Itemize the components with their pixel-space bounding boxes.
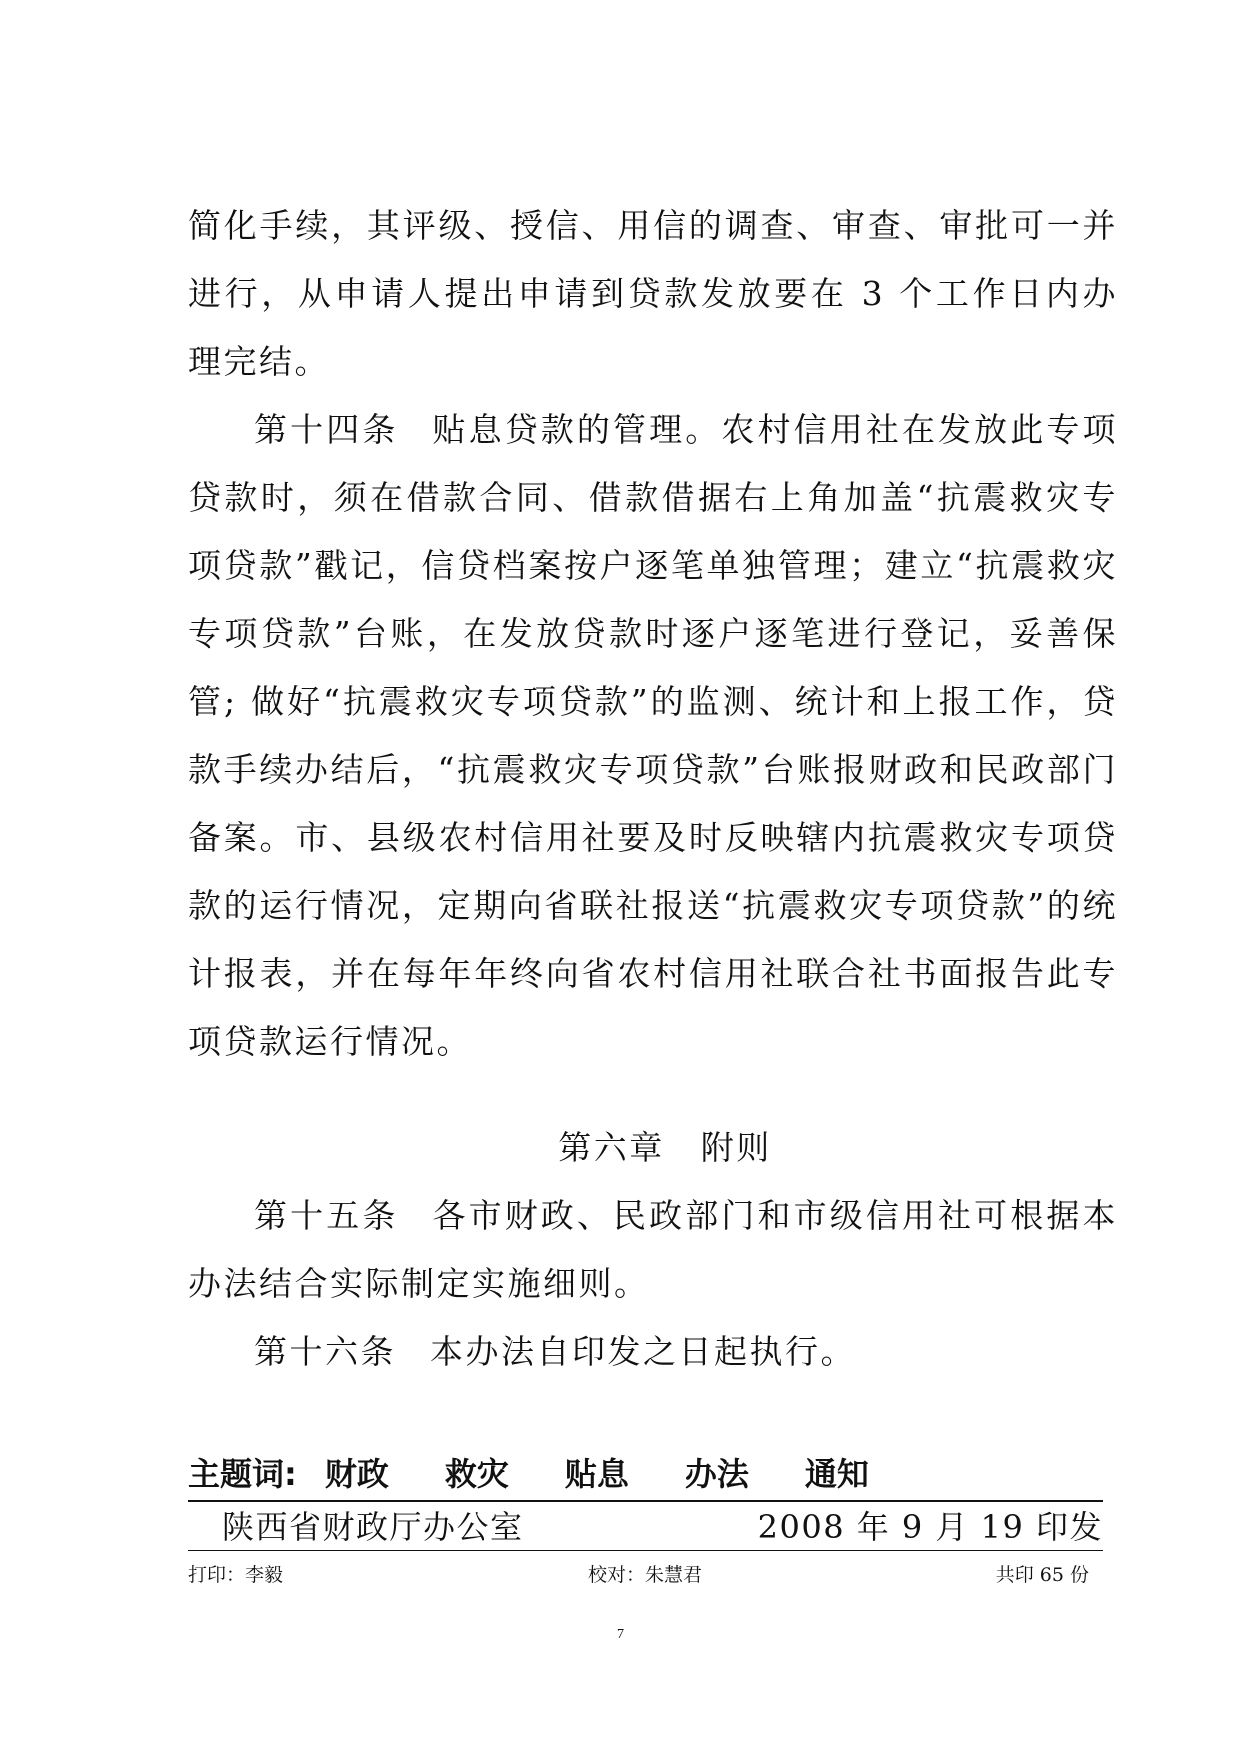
- subject-keywords: [188, 1450, 1103, 1502]
- article-15-text: 各市财政、民政部门和市级信用社可根据本办法结合实际制定实施细则。: [188, 1196, 1119, 1303]
- chapter-6-number: 第六章: [558, 1128, 665, 1167]
- issue-date: 2008 年 9 月 19 印发: [757, 1508, 1103, 1546]
- article-14-number: 第十四条: [254, 410, 399, 449]
- article-15: [188, 1182, 1118, 1318]
- article-16: [188, 1318, 1118, 1386]
- proofreader: 校对：朱慧君: [588, 1564, 703, 1586]
- issue-info: [188, 1504, 1103, 1551]
- article-15-number: 第十五条: [254, 1196, 399, 1235]
- chapter-6-title: 附则: [700, 1128, 772, 1167]
- article-16-text: 本办法自印发之日起执行。: [430, 1332, 856, 1371]
- keyword: 通知: [804, 1455, 869, 1493]
- document-body: [188, 192, 1118, 1386]
- copies-count: 共印 65 份: [995, 1564, 1089, 1586]
- article-14-text: 贴息贷款的管理。农村信用社在发放此专项贷款时，须在借款合同、借款借据右上角加盖“抗震救灾专项贷款”戳记，信贷档案按户逐笔单独管理；建立“抗震救灾专项贷款”台账，在发放贷款时逐户逐笔进行登记，妥善保管; 做好“抗震救灾专项贷款”的监测、统计和上报工作，贷款手续办结后，“抗震救灾专项贷款”台账报财政和民政部门备案。市、县级农村信用社要及时反映辖内抗震救灾专项贷款的运行情况，定期向省联社报送“抗震救灾专项贷款”的统计报表，并在每年年终向省农村信用社联合社书面报告此专项贷款运行情况。: [188, 410, 1119, 1061]
- keywords-label: 主题词:: [188, 1455, 297, 1493]
- article-16-number: 第十六条: [254, 1332, 396, 1371]
- issuing-office: 陕西省财政厅办公室: [222, 1508, 524, 1546]
- keyword: 贴息: [564, 1455, 629, 1493]
- chapter-6-heading: [188, 1114, 1118, 1182]
- article-14: [188, 396, 1118, 1076]
- keyword: 办法: [684, 1455, 749, 1493]
- paragraph-continuation: 简化手续，其评级、授信、用信的调查、审查、审批可一并进行，从申请人提出申请到贷款发放要在 3 个工作日内办理完结。: [188, 206, 1118, 381]
- typist: 打印：李毅: [188, 1564, 284, 1586]
- keyword: 救灾: [444, 1455, 509, 1493]
- page-number: 7: [617, 1627, 624, 1642]
- keyword: 财政: [324, 1455, 389, 1493]
